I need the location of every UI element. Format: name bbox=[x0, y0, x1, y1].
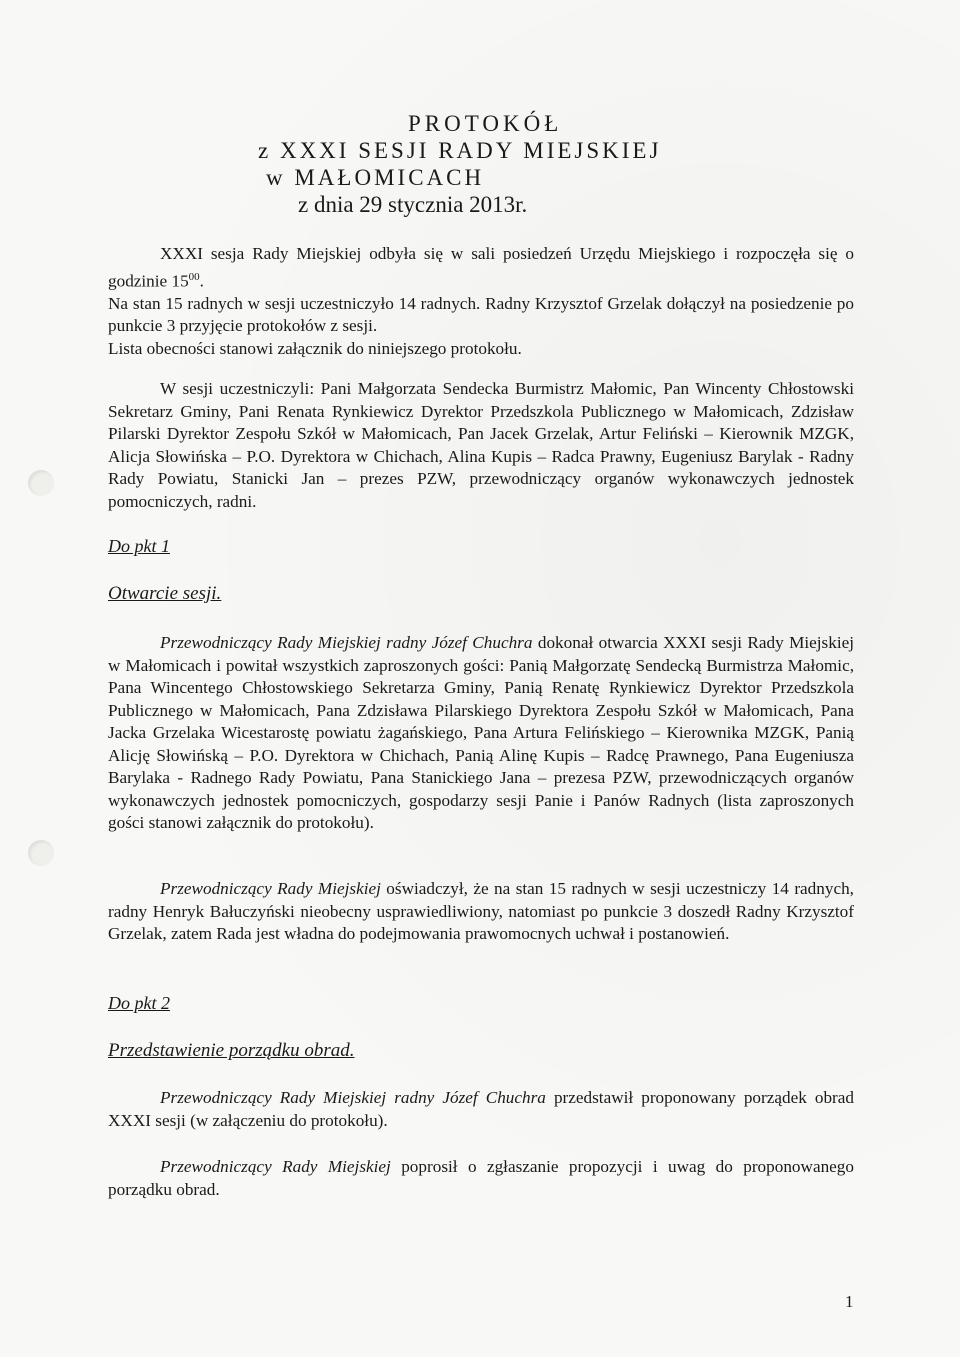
participants-paragraph: W sesji uczestniczyli: Pani Małgorzata Sendecka Burmistrz Małomic, Pan Wincenty Chłostowski Sekretarz Gminy, Pani Renata Rynkiewicz Dyrektor Przedszkola Publicznego w Małomicach, Zdzisław Pilarski Dyrektor Zespołu Szkół w Małomicach, Pan Jacek Grzelak, Artur Feliński – Kierownik MZGK, Alicja Słowińska – P.O. Dyrektora w Chichach, Alina Kupis – Radca Prawny, Eugeniusz Barylak - Radny Rady Powiatu, Stanicki Jan – prezes PZW, przewodniczący organów wykonawczych jednostek pomocniczych, radni. bbox=[108, 379, 854, 511]
intro-start-text: XXXI sesja Rady Miejskiej odbyła się w sali posiedzeń Urzędu Miejskiego i rozpoczęła się o godzinie 15 bbox=[108, 244, 854, 291]
point1-title: Otwarcie sesji. bbox=[108, 583, 222, 604]
point1-section bbox=[108, 632, 854, 835]
point2-section bbox=[108, 1087, 854, 1132]
point2-label-block bbox=[108, 992, 854, 1015]
point1-label: Do pkt 1 bbox=[108, 536, 170, 556]
document-header bbox=[258, 110, 678, 218]
point1-quorum-text: oświadczył, że na stan 15 radnych w sesji uczestniczy 14 radnych, radny Henryk Bałuczyński nieobecny usprawiedliwiony, natomiast po punkcie 3 doszedł Radny Krzysztof Grzelak, zatem Rada jest władna do podejmowania prawomocnych uchwał i postanowień. bbox=[108, 879, 854, 943]
document-title: PROTOKÓŁ bbox=[408, 111, 563, 136]
point1-quorum-paragraph bbox=[108, 878, 854, 946]
point2-title: Przedstawienie porządku obrad. bbox=[108, 1040, 355, 1061]
punch-hole-top bbox=[28, 470, 54, 496]
location-name: w MAŁOMICACH bbox=[266, 165, 485, 190]
intro-section bbox=[108, 243, 854, 360]
point2-agenda-lead: Przewodniczący Rady Miejskiej radny Józef Chuchra bbox=[160, 1088, 546, 1107]
point1-opening-text: dokonał otwarcia XXXI sesji Rady Miejskiej w Małomicach i powitał wszystkich zaproszonych gości: Panią Małgorzatę Sendecką Burmistrza Małomic, Pana Wincentego Chłostowskiego Sekretarza Gminy, Panią Renatę Rynkiewicz Dyrektor Przedszkola Publicznego w Małomicach, Pana Zdzisława Pilarskiego Dyrektora Zespołu Szkół w Małomicach, Pana Jacka Grzelaka Wicestarostę powiatu żagańskiego, Pana Artura Felińskiego – Kierownika MZGK, Panią Alicję Słowińską – P.O. Dyrektora w Chichach, Panią Alinę Kupis – Radcę Prawnego, Pana Eugeniusza Barylaka - Radnego Rady Powiatu, Pana Stanickiego Jana – prezesa PZW, przewodniczących organów wykonawczych jednostek pomocniczych, gospodarzy sesji Panie i Panów Radnych (lista zaproszonych gości stanowi załącznik do protokołu). bbox=[108, 633, 854, 832]
point2-proposals-paragraph bbox=[108, 1156, 854, 1201]
point1-title-block bbox=[108, 583, 854, 606]
point2-proposals-text: poprosił o zgłaszanie propozycji i uwag do proponowanego porządku obrad. bbox=[108, 1157, 854, 1199]
point2-agenda-paragraph bbox=[108, 1087, 854, 1132]
point2-agenda-text: przedstawił proponowany porządek obrad XXXI sesji (w załączeniu do protokołu). bbox=[108, 1088, 854, 1130]
point1-quorum-lead: Przewodniczący Rady Miejskiej bbox=[160, 879, 381, 898]
participants-section bbox=[108, 378, 854, 513]
start-time-superscript: 00 bbox=[188, 270, 200, 283]
point2-label: Do pkt 2 bbox=[108, 993, 170, 1013]
document-date: z dnia 29 stycznia 2013r. bbox=[298, 192, 528, 217]
point2-proposals-lead: Przewodniczący Rady Miejskiej bbox=[160, 1157, 391, 1176]
punch-hole-bottom bbox=[28, 840, 54, 866]
session-name: z XXXI SESJI RADY MIEJSKIEJ bbox=[258, 138, 662, 163]
point1-label-block bbox=[108, 535, 854, 558]
point1-quorum-section bbox=[108, 878, 854, 946]
page-number: 1 bbox=[845, 1292, 854, 1311]
point1-opening-paragraph bbox=[108, 632, 854, 835]
intro-start-end: . bbox=[199, 271, 204, 291]
intro-paragraph-list: Lista obecności stanowi załącznik do niniejszego protokołu. bbox=[108, 338, 522, 358]
intro-paragraph-attendance: Na stan 15 radnych w sesji uczestniczyło 14 radnych. Radny Krzysztof Grzelak dołączył na posiedzenie po punkcie 3 przyjęcie protokołów z sesji. bbox=[108, 293, 854, 336]
point2-title-block bbox=[108, 1040, 854, 1063]
intro-paragraph-start bbox=[108, 243, 854, 293]
point2-proposals-section bbox=[108, 1156, 854, 1201]
point1-opening-lead: Przewodniczący Rady Miejskiej radny Józef Chuchra bbox=[160, 633, 533, 652]
